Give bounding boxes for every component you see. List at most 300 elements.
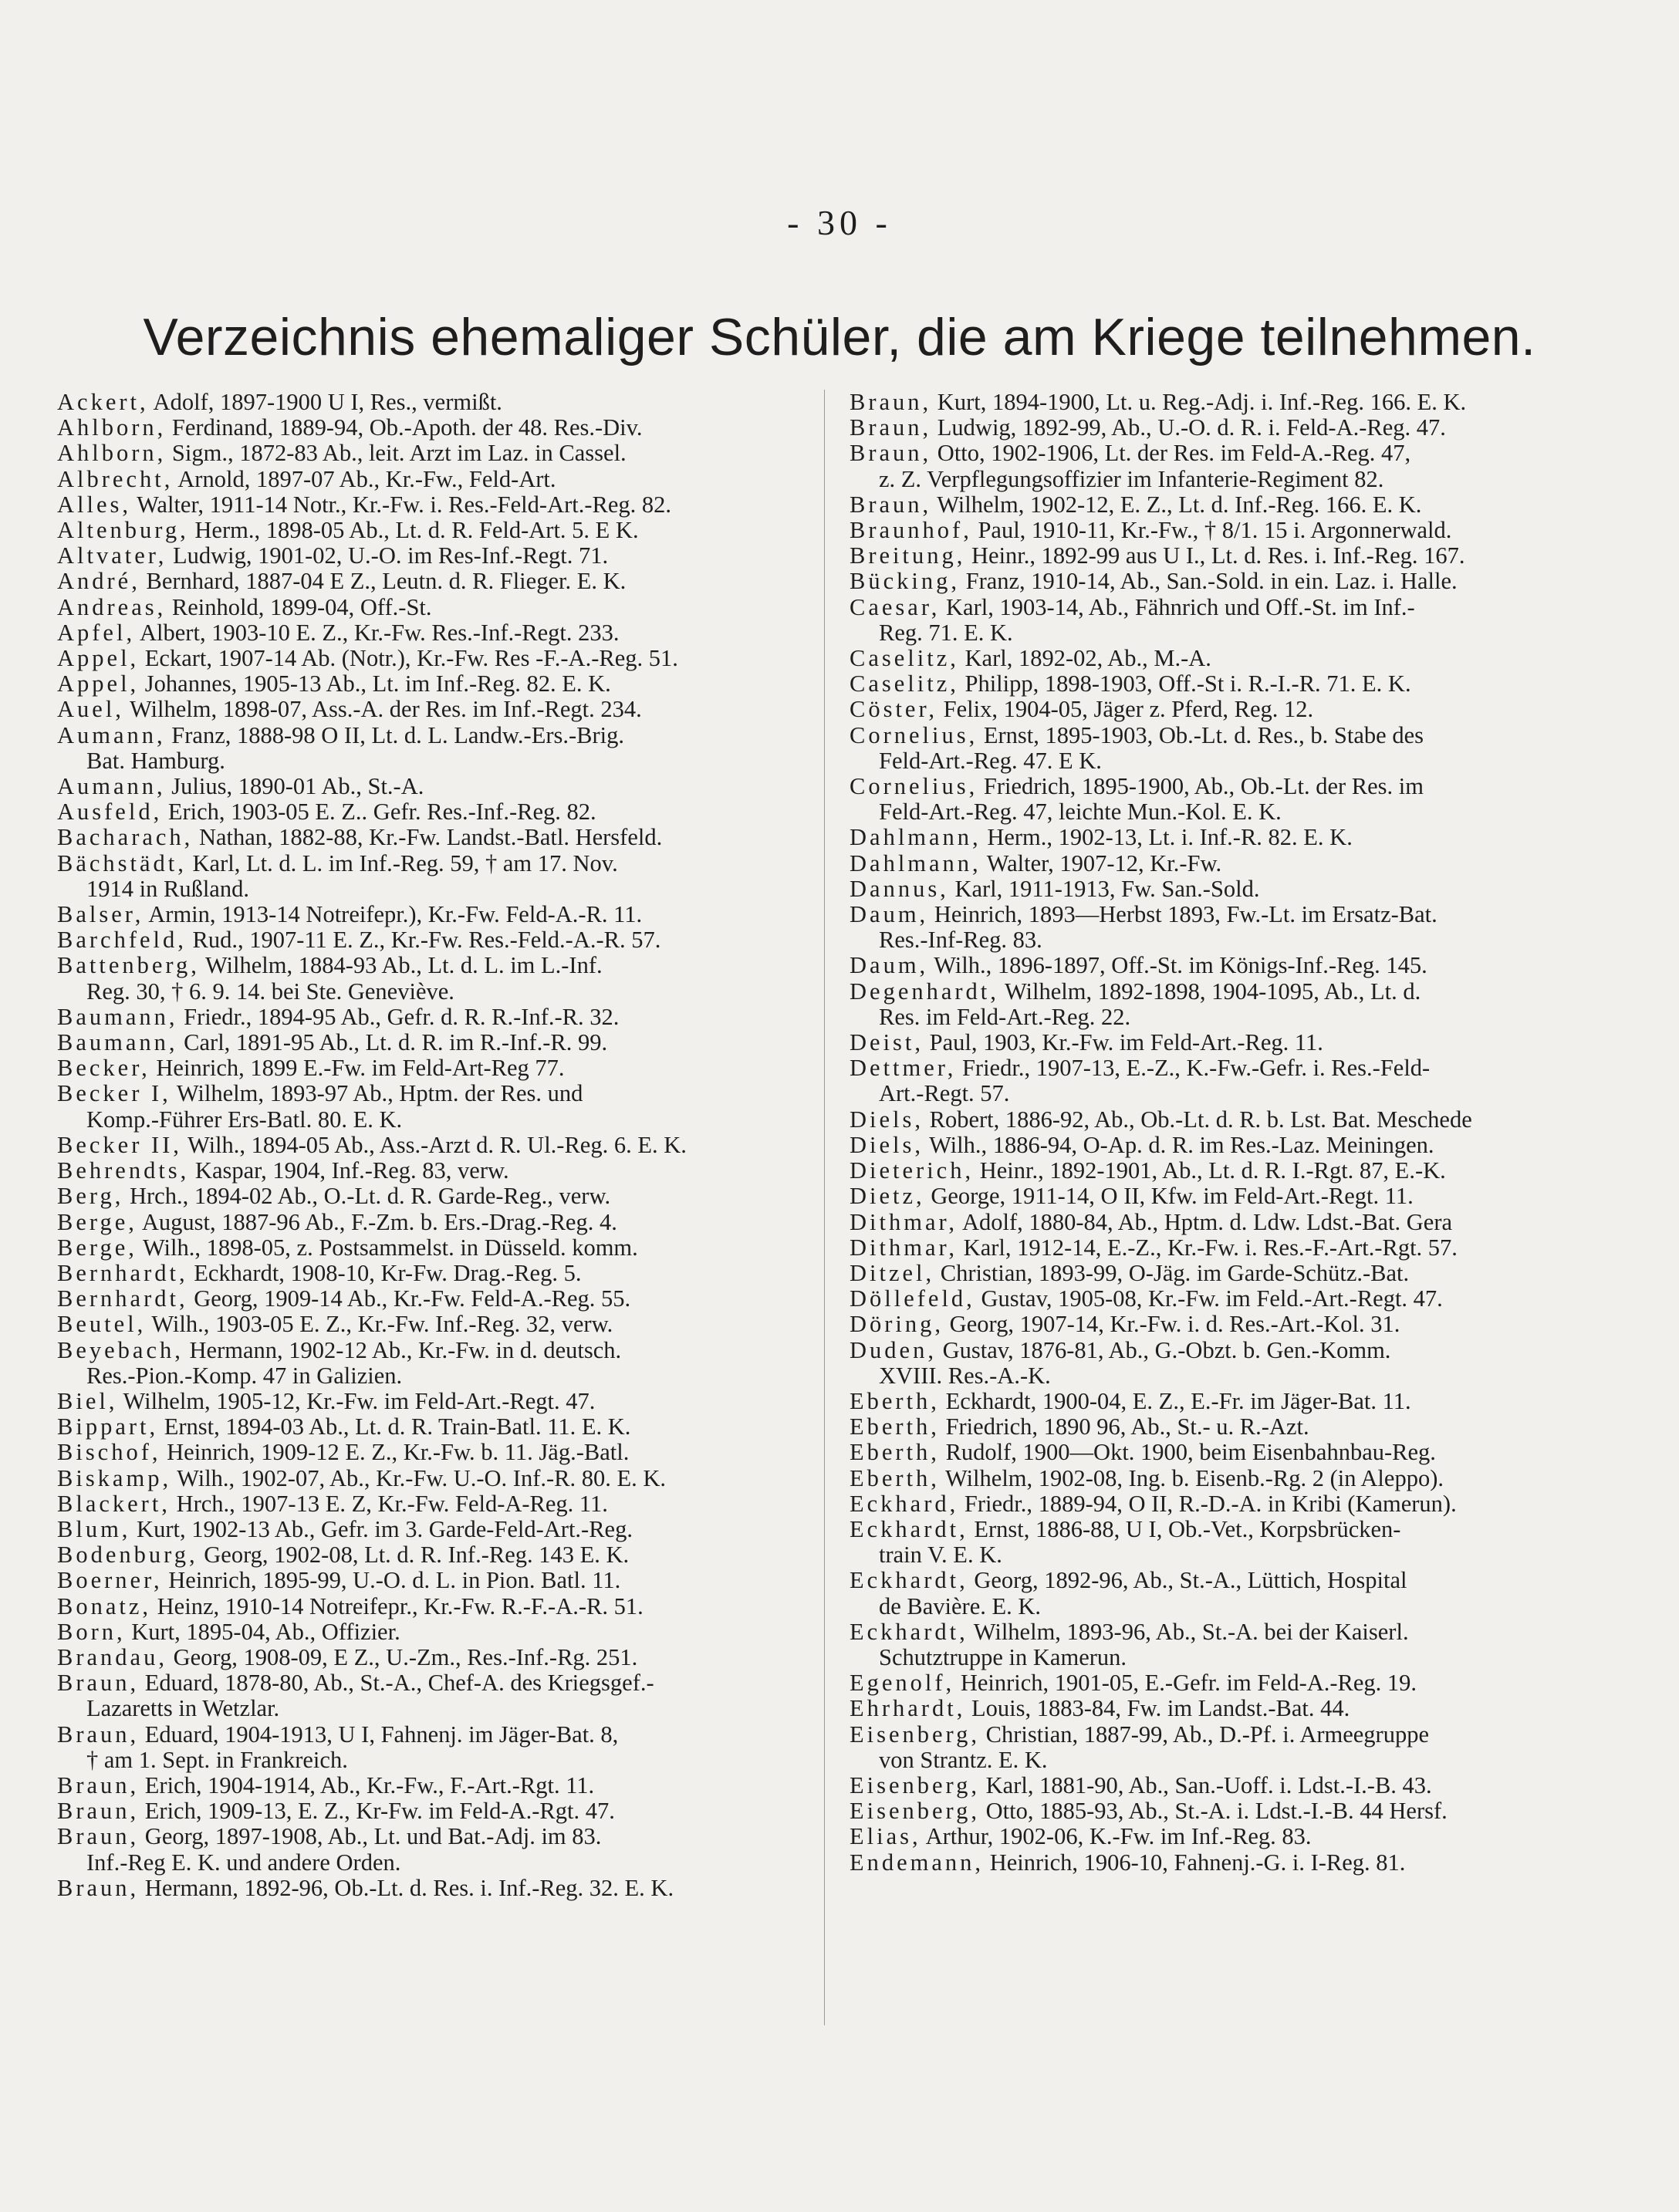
- entry-details: Heinr., 1892-99 aus U I., Lt. d. Res. i. Inf.-Reg. 167.: [965, 542, 1465, 569]
- entry-details: Georg, 1902-08, Lt. d. R. Inf.-Reg. 143 E. K.: [198, 1542, 630, 1569]
- entry-line: [850, 1696, 1606, 1721]
- entry-surname: Deist,: [850, 1029, 924, 1056]
- entry-line: [850, 671, 1606, 697]
- entry-details: Kurt, 1902-13 Ab., Gefr. im 3. Garde-Feld-Art.-Reg.: [130, 1515, 633, 1542]
- entry-details: Christian, 1893-99, O-Jäg. im Garde-Schütz.-Bat.: [934, 1259, 1410, 1286]
- entry-details: Wilhelm, 1893-96, Ab., St.-A. bei der Kaiserl.: [968, 1618, 1409, 1645]
- entry-details: Wilh., 1902-07, Ab., Kr.-Fw. U.-O. Inf.-R. 80. E. K.: [171, 1464, 667, 1491]
- entry-details: Lazaretts in Wetzlar.: [86, 1695, 280, 1722]
- entry-line: [57, 927, 813, 953]
- entry-details: Wilhelm, 1902-08, Ing. b. Eisenb.-Rg. 2 (in Aleppo).: [939, 1464, 1444, 1491]
- entry-continuation: [850, 1594, 1606, 1619]
- entry-details: Wilh., 1898-05, z. Postsammelst. in Düsseld. komm.: [137, 1234, 638, 1261]
- entry-line: [850, 1158, 1606, 1184]
- entry-details: Wilh., 1886-94, O-Ap. d. R. im Res.-Laz. Meiningen.: [924, 1131, 1434, 1158]
- entry-surname: Apfel,: [57, 619, 136, 646]
- entry-line: [57, 441, 813, 466]
- entry-details: Res. im Feld-Art.-Reg. 22.: [879, 1003, 1131, 1030]
- entry-details: Albert, 1903-10 E. Z., Kr.-Fw. Res.-Inf.-Regt. 233.: [135, 619, 620, 646]
- entry-surname: Bächstädt,: [57, 849, 187, 876]
- entry-surname: Boerner,: [57, 1567, 163, 1594]
- entry-surname: Braun,: [57, 1670, 140, 1697]
- entry-line: [57, 646, 813, 671]
- entry-surname: Becker II,: [57, 1131, 182, 1158]
- entry-details: Wilhelm, 1892-1898, 1904-1095, Ab., Lt. d.: [998, 978, 1421, 1005]
- entry-surname: Egenolf,: [850, 1670, 955, 1697]
- entry-line: [57, 1055, 813, 1081]
- entry-line: [850, 1312, 1606, 1337]
- entry-line: [57, 851, 813, 876]
- entry-line: [57, 569, 813, 594]
- entry-line: [850, 1850, 1606, 1876]
- entry-line: [57, 1670, 813, 1696]
- entry-line: [850, 953, 1606, 978]
- entry-line: [850, 723, 1606, 748]
- entry-details: Georg, 1909-14 Ab., Kr.-Fw. Feld-A.-Reg. 55.: [187, 1285, 631, 1312]
- entry-surname: Auel,: [57, 696, 124, 723]
- entry-surname: Albrecht,: [57, 465, 174, 492]
- entry-continuation: [850, 1748, 1606, 1773]
- entry-surname: Bonatz,: [57, 1592, 152, 1619]
- entry-surname: Caselitz,: [850, 670, 959, 697]
- entry-surname: Andreas,: [57, 593, 167, 620]
- entry-details: Rudolf, 1900—Okt. 1900, beim Eisenbahnbau-Reg.: [939, 1439, 1436, 1466]
- entry-continuation: [57, 748, 813, 774]
- entry-continuation: [850, 620, 1606, 646]
- entry-details: Georg, 1908-09, E Z., U.-Zm., Res.-Inf.-Rg. 251.: [167, 1643, 638, 1670]
- entry-details: Heinrich, 1901-05, E.-Gefr. im Feld-A.-Reg. 19.: [954, 1670, 1417, 1697]
- entry-line: [850, 518, 1606, 543]
- entry-details: Adolf, 1880-84, Ab., Hptm. d. Ldw. Ldst.-Bat. Gera: [958, 1208, 1453, 1235]
- entry-details: Hrch., 1894-02 Ab., O.-Lt. d. R. Garde-Reg., verw.: [123, 1183, 611, 1210]
- entry-details: Eckart, 1907-14 Ab. (Notr.), Kr.-Fw. Res -F.-A.-Reg. 51.: [139, 645, 678, 672]
- entry-details: Eckhardt, 1908-10, Kr-Fw. Drag.-Reg. 5.: [187, 1259, 582, 1286]
- entry-details: Arthur, 1902-06, K.-Fw. im Inf.-Reg. 83.: [921, 1823, 1312, 1850]
- entry-details: Art.-Regt. 57.: [879, 1080, 1010, 1107]
- entry-line: [850, 646, 1606, 671]
- entry-line: [850, 441, 1606, 466]
- entry-details: Ernst, 1886-88, U I, Ob.-Vet., Korpsbrücken-: [968, 1515, 1401, 1542]
- entry-details: Heinrich, 1895-99, U.-O. d. L. in Pion. Batl. 11.: [162, 1567, 621, 1594]
- entry-line: [57, 1440, 813, 1465]
- entry-surname: Elias,: [850, 1823, 921, 1850]
- entry-line: [57, 467, 813, 492]
- entry-surname: Barchfeld,: [57, 927, 187, 954]
- entry-surname: Breitung,: [850, 542, 966, 569]
- entry-details: Wilhelm, 1898-07, Ass.-A. der Res. im Inf.-Regt. 234.: [123, 696, 642, 723]
- entry-surname: Bacharach,: [57, 824, 194, 851]
- entry-details: de Bavière. E. K.: [879, 1592, 1042, 1619]
- entry-surname: Alles,: [57, 491, 132, 518]
- entry-line: [850, 979, 1606, 1005]
- entry-line: [57, 1389, 813, 1414]
- entry-details: Feld-Art.-Reg. 47, leichte Mun.-Kol. E. K.: [879, 799, 1282, 826]
- entry-line: [850, 569, 1606, 594]
- entry-line: [850, 1440, 1606, 1465]
- entry-details: Georg, 1907-14, Kr.-Fw. i. d. Res.-Art.-Kol. 31.: [944, 1311, 1400, 1338]
- entry-surname: Biskamp,: [57, 1464, 172, 1491]
- page-title: Verzeichnis ehemaliger Schüler, die am Kriege teilnehmen.: [143, 308, 1536, 366]
- entry-line: [850, 1491, 1606, 1517]
- entry-surname: Daum,: [850, 901, 929, 928]
- entry-line: [850, 697, 1606, 722]
- entry-details: Herm., 1902-13, Lt. i. Inf.-R. 82. E. K.: [981, 824, 1353, 851]
- entry-line: [850, 543, 1606, 569]
- entry-details: Hermann, 1902-12 Ab., Kr.-Fw. in d. deutsch.: [183, 1336, 622, 1363]
- entry-details: Wilh., 1896-1897, Off.-St. im Königs-Inf.-Reg. 145.: [928, 952, 1427, 979]
- entry-line: [57, 825, 813, 850]
- entry-line: [850, 1286, 1606, 1312]
- entry-surname: Becker,: [57, 1055, 150, 1082]
- entry-line: [850, 1798, 1606, 1824]
- entry-line: [57, 1491, 813, 1517]
- entry-line: [57, 518, 813, 543]
- entry-line: [57, 1286, 813, 1312]
- entry-surname: Bücking,: [850, 568, 960, 595]
- entry-details: Karl, 1911-1913, Fw. San.-Sold.: [948, 875, 1260, 902]
- entry-line: [57, 543, 813, 569]
- entry-details: Wilhelm, 1905-12, Kr.-Fw. im Feld-Art.-Regt. 47.: [117, 1387, 596, 1414]
- entry-line: [57, 1542, 813, 1568]
- entry-details: z. Z. Verpflegungsoffizier im Infanterie-Regiment 82.: [879, 465, 1384, 492]
- entry-line: [57, 1338, 813, 1363]
- entry-line: [57, 1568, 813, 1593]
- entry-line: [57, 1210, 813, 1235]
- entry-details: Carl, 1891-95 Ab., Lt. d. R. im R.-Inf.-R. 99.: [177, 1029, 608, 1056]
- entry-details: Rud., 1907-11 E. Z., Kr.-Fw. Res.-Feld.-A.-R. 57.: [186, 927, 661, 954]
- entry-line: [850, 1670, 1606, 1696]
- entry-details: Wilhelm, 1884-93 Ab., Lt. d. L. im L.-Inf.: [199, 952, 603, 979]
- entry-surname: Berge,: [57, 1234, 137, 1261]
- entry-details: Ernst, 1895-1903, Ob.-Lt. d. Res., b. Stabe des: [978, 721, 1424, 748]
- entry-surname: Dahlmann,: [850, 824, 981, 851]
- entry-details: Heinrich, 1899 E.-Fw. im Feld-Art-Reg 77.: [150, 1055, 565, 1082]
- entry-details: Wilhelm, 1893-97 Ab., Hptm. der Res. und: [171, 1080, 583, 1107]
- entry-details: Philipp, 1898-1903, Off.-St i. R.-I.-R. 71. E. K.: [958, 670, 1411, 697]
- entry-continuation: [850, 799, 1606, 825]
- entry-line: [57, 1414, 813, 1440]
- entry-surname: Altvater,: [57, 542, 167, 569]
- entry-details: Kurt, 1894-1900, Lt. u. Reg.-Adj. i. Inf.-Reg. 166. E. K.: [931, 389, 1467, 415]
- entry-surname: Caselitz,: [850, 645, 959, 672]
- entry-details: Heinrich, 1909-12 E. Z., Kr.-Fw. b. 11. Jäg.-Batl.: [160, 1439, 630, 1466]
- entry-details: Karl, 1912-14, E.-Z., Kr.-Fw. i. Res.-F.-Art.-Rgt. 57.: [958, 1234, 1458, 1261]
- entry-surname: Ackert,: [57, 389, 149, 415]
- entry-surname: Braun,: [850, 389, 932, 415]
- entry-surname: Born,: [57, 1618, 126, 1645]
- entry-line: [850, 1055, 1606, 1081]
- entry-line: [57, 1312, 813, 1337]
- entry-details: Johannes, 1905-13 Ab., Lt. im Inf.-Reg. 82. E. K.: [139, 670, 611, 697]
- entry-line: [57, 799, 813, 825]
- entry-details: Wilh., 1903-05 E. Z., Kr.-Fw. Inf.-Reg. 32, verw.: [146, 1311, 613, 1338]
- entry-details: Karl, 1892-02, Ab., M.-A.: [958, 645, 1211, 672]
- entry-details: Ludwig, 1901-02, U.-O. im Res-Inf.-Regt. 71.: [167, 542, 609, 569]
- column-divider: [824, 390, 825, 2025]
- entry-details: 1914 in Rußland.: [86, 875, 249, 902]
- entry-line: [57, 1081, 813, 1106]
- entry-line: [57, 953, 813, 978]
- entry-details: Paul, 1910-11, Kr.-Fw., † 8/1. 15 i. Argonnerwald.: [971, 517, 1452, 544]
- entry-surname: Blum,: [57, 1515, 131, 1542]
- entry-surname: Beyebach,: [57, 1336, 184, 1363]
- entry-continuation: [850, 748, 1606, 774]
- entry-details: Bat. Hamburg.: [86, 747, 225, 774]
- entry-surname: Balser,: [57, 901, 144, 928]
- entry-line: [850, 1133, 1606, 1158]
- entry-line: [57, 1619, 813, 1645]
- entry-surname: Eberth,: [850, 1464, 940, 1491]
- entry-details: Ferdinand, 1889-94, Ob.-Apoth. der 48. Res.-Div.: [166, 414, 643, 441]
- entry-line: [850, 1773, 1606, 1798]
- entry-details: Felix, 1904-05, Jäger z. Pferd, Reg. 12.: [937, 696, 1314, 723]
- entry-surname: Baumann,: [57, 1029, 178, 1056]
- entry-surname: Diels,: [850, 1106, 924, 1133]
- entry-surname: Braun,: [57, 1798, 140, 1825]
- entry-surname: Appel,: [57, 645, 140, 672]
- entry-line: [850, 1414, 1606, 1440]
- entry-surname: Dieterich,: [850, 1157, 975, 1184]
- entry-surname: Braun,: [850, 440, 932, 467]
- entry-details: Armin, 1913-14 Notreifepr.), Kr.-Fw. Feld-A.-R. 11.: [144, 901, 643, 928]
- entry-details: XVIII. Res.-A.-K.: [879, 1362, 1051, 1389]
- entry-details: Schutztruppe in Kamerun.: [879, 1643, 1127, 1670]
- entry-continuation: [850, 1081, 1606, 1106]
- entry-line: [57, 671, 813, 697]
- entry-details: † am 1. Sept. in Frankreich.: [86, 1746, 348, 1773]
- entry-details: von Strantz. E. K.: [879, 1746, 1048, 1773]
- entry-line: [57, 1798, 813, 1824]
- entry-surname: Braun,: [850, 414, 932, 441]
- entry-surname: André,: [57, 568, 140, 595]
- entry-details: Heinz, 1910-14 Notreifepr., Kr.-Fw. R.-F.-A.-R. 51.: [151, 1592, 644, 1619]
- entry-surname: Braun,: [57, 1771, 140, 1798]
- entry-line: [57, 1876, 813, 1901]
- entry-line: [850, 1824, 1606, 1849]
- entry-details: Herm., 1898-05 Ab., Lt. d. R. Feld-Art. 5. E K.: [188, 517, 639, 544]
- entry-details: Hermann, 1892-96, Ob.-Lt. d. Res. i. Inf.-Reg. 32. E. K.: [139, 1874, 674, 1901]
- entry-details: Eduard, 1904-1913, U I, Fahnenj. im Jäger-Bat. 8,: [139, 1721, 619, 1748]
- entry-surname: Eckhardt,: [850, 1618, 968, 1645]
- entry-details: Eckhardt, 1900-04, E. Z., E.-Fr. im Jäger-Bat. 11.: [939, 1387, 1411, 1414]
- entry-details: Reg. 30, † 6. 9. 14. bei Ste. Geneviève.: [86, 978, 454, 1005]
- entry-line: [57, 1030, 813, 1055]
- entry-details: Friedr., 1907-13, E.-Z., K.-Fw.-Gefr. i. Res.-Feld-: [956, 1055, 1431, 1082]
- entry-surname: Eckhardt,: [850, 1567, 968, 1594]
- entry-details: Friedrich, 1890 96, Ab., St.- u. R.-Azt.: [939, 1413, 1309, 1440]
- entry-details: Wilh., 1894-05 Ab., Ass.-Arzt d. R. Ul.-Reg. 6. E. K.: [181, 1131, 687, 1158]
- entry-surname: Bischof,: [57, 1439, 161, 1466]
- entry-line: [850, 1107, 1606, 1133]
- entry-surname: Ditzel,: [850, 1259, 935, 1286]
- entry-details: Karl, 1903-14, Ab., Fähnrich und Off.-St. im Inf.-: [940, 593, 1415, 620]
- entry-surname: Eberth,: [850, 1439, 940, 1466]
- entry-line: [57, 1261, 813, 1286]
- entry-surname: Braunhof,: [850, 517, 972, 544]
- entry-surname: Eisenberg,: [850, 1771, 981, 1798]
- entry-line: [57, 697, 813, 722]
- entry-continuation: [57, 1850, 813, 1876]
- entry-details: Karl, Lt. d. L. im Inf.-Reg. 59, † am 17. Nov.: [186, 849, 618, 876]
- entry-details: Louis, 1883-84, Fw. im Landst.-Bat. 44.: [965, 1695, 1350, 1722]
- entry-line: [57, 1517, 813, 1542]
- entry-continuation: [57, 1107, 813, 1133]
- entry-surname: Behrendts,: [57, 1157, 190, 1184]
- entry-line: [850, 1517, 1606, 1542]
- entry-details: Heinrich, 1906-10, Fahnenj.-G. i. I-Reg. 81.: [984, 1849, 1406, 1876]
- entry-line: [850, 1389, 1606, 1414]
- entry-details: Ernst, 1894-03 Ab., Lt. d. R. Train-Batl. 11. E. K.: [158, 1413, 631, 1440]
- entry-details: Reinhold, 1899-04, Off.-St.: [166, 593, 432, 620]
- entry-line: [850, 774, 1606, 799]
- entry-line: [57, 1235, 813, 1261]
- entry-details: Bernhard, 1887-04 E Z., Leutn. d. R. Flieger. E. K.: [140, 568, 627, 595]
- page-number: - 30 -: [787, 203, 892, 242]
- entry-surname: Braun,: [850, 491, 932, 518]
- entry-details: Nathan, 1882-88, Kr.-Fw. Landst.-Batl. Hersfeld.: [193, 824, 663, 851]
- entry-surname: Eberth,: [850, 1413, 940, 1440]
- entry-line: [57, 902, 813, 927]
- entry-details: Franz, 1888-98 O II, Lt. d. L. Landw.-Ers.-Brig.: [165, 721, 625, 748]
- entry-details: Walter, 1907-12, Kr.-Fw.: [981, 849, 1222, 876]
- entry-details: Franz, 1910-14, Ab., San.-Sold. in ein. Laz. i. Halle.: [959, 568, 1458, 595]
- entry-surname: Degenhardt,: [850, 978, 999, 1005]
- entry-details: Christian, 1887-99, Ab., D.-Pf. i. Armeegruppe: [980, 1721, 1430, 1748]
- entry-surname: Döring,: [850, 1311, 944, 1338]
- entry-line: [850, 415, 1606, 441]
- entry-line: [57, 1466, 813, 1491]
- entry-line: [850, 851, 1606, 876]
- entry-line: [57, 774, 813, 799]
- entry-surname: Brandau,: [57, 1643, 167, 1670]
- entry-line: [57, 595, 813, 620]
- entry-surname: Daum,: [850, 952, 929, 979]
- entry-line: [850, 1568, 1606, 1593]
- entry-surname: Dahlmann,: [850, 849, 981, 876]
- entry-surname: Dithmar,: [850, 1208, 958, 1235]
- entry-line: [850, 1235, 1606, 1261]
- entry-line: [57, 1005, 813, 1030]
- entry-continuation: [57, 979, 813, 1005]
- entry-details: Gustav, 1905-08, Kr.-Fw. im Feld.-Art.-Regt. 47.: [975, 1285, 1443, 1312]
- entry-surname: Becker I,: [57, 1080, 171, 1107]
- entry-line: [850, 595, 1606, 620]
- entry-details: Arnold, 1897-07 Ab., Kr.-Fw., Feld-Art.: [173, 465, 556, 492]
- entry-surname: Cöster,: [850, 696, 938, 723]
- entry-details: August, 1887-96 Ab., F.-Zm. b. Ers.-Drag.-Reg. 4.: [137, 1208, 617, 1235]
- entry-surname: Duden,: [850, 1336, 937, 1363]
- entry-details: Walter, 1911-14 Notr., Kr.-Fw. i. Res.-Feld-Art.-Reg. 82.: [131, 491, 672, 518]
- entry-details: Inf.-Reg E. K. und andere Orden.: [86, 1849, 401, 1876]
- entry-continuation: [57, 1363, 813, 1389]
- entry-line: [57, 1722, 813, 1748]
- entry-surname: Berg,: [57, 1183, 124, 1210]
- entry-continuation: [850, 1645, 1606, 1670]
- entry-surname: Cornelius,: [850, 721, 978, 748]
- entry-line: [850, 902, 1606, 927]
- entry-details: Robert, 1886-92, Ab., Ob.-Lt. d. R. b. Lst. Bat. Meschede: [924, 1106, 1472, 1133]
- entry-details: Adolf, 1897-1900 U I, Res., vermißt.: [148, 389, 502, 415]
- left-column: [57, 390, 813, 1901]
- entry-surname: Dettmer,: [850, 1055, 957, 1082]
- entry-surname: Ahlborn,: [57, 414, 167, 441]
- entry-surname: Beutel,: [57, 1311, 147, 1338]
- entry-surname: Caesar,: [850, 593, 941, 620]
- entry-surname: Berge,: [57, 1208, 137, 1235]
- entry-continuation: [57, 1748, 813, 1773]
- entry-line: [57, 620, 813, 646]
- entry-surname: Eberth,: [850, 1387, 940, 1414]
- entry-line: [57, 1594, 813, 1619]
- entry-surname: Bippart,: [57, 1413, 159, 1440]
- entry-line: [850, 876, 1606, 902]
- entry-line: [57, 1158, 813, 1184]
- entry-details: Paul, 1903, Kr.-Fw. im Feld-Art.-Reg. 11.: [924, 1029, 1323, 1056]
- entry-details: train V. E. K.: [879, 1542, 1002, 1569]
- entry-surname: Braun,: [57, 1721, 140, 1748]
- entry-surname: Dithmar,: [850, 1234, 958, 1261]
- entry-line: [850, 1210, 1606, 1235]
- entry-surname: Ehrhardt,: [850, 1695, 966, 1722]
- entry-details: Heinrich, 1893—Herbst 1893, Fw.-Lt. im Ersatz-Bat.: [928, 901, 1437, 928]
- entry-surname: Endemann,: [850, 1849, 985, 1876]
- entry-details: George, 1911-14, O II, Kfw. im Feld-Art.-Regt. 11.: [924, 1183, 1414, 1210]
- entry-continuation: [850, 1005, 1606, 1030]
- entry-surname: Dietz,: [850, 1183, 925, 1210]
- entry-surname: Baumann,: [57, 1003, 178, 1030]
- entry-details: Res.-Pion.-Komp. 47 in Galizien.: [86, 1362, 403, 1389]
- entry-surname: Altenburg,: [57, 517, 189, 544]
- entry-details: Georg, 1897-1908, Ab., Lt. und Bat.-Adj. im 83.: [139, 1823, 602, 1850]
- entry-line: [850, 1030, 1606, 1055]
- entry-line: [57, 415, 813, 441]
- entry-details: Feld-Art.-Reg. 47. E K.: [879, 747, 1102, 774]
- entry-line: [57, 723, 813, 748]
- entry-surname: Biel,: [57, 1387, 118, 1414]
- entry-details: Erich, 1904-1914, Ab., Kr.-Fw., F.-Art.-Rgt. 11.: [139, 1771, 595, 1798]
- entry-surname: Eckhard,: [850, 1490, 959, 1517]
- entry-line: [850, 1261, 1606, 1286]
- entry-surname: Aumann,: [57, 721, 166, 748]
- entry-details: Erich, 1903-05 E. Z.. Gefr. Res.-Inf.-Reg. 82.: [162, 799, 596, 826]
- entry-line: [850, 390, 1606, 415]
- entry-continuation: [57, 876, 813, 902]
- entry-details: Karl, 1881-90, Ab., San.-Uoff. i. Ldst.-I.-B. 43.: [980, 1771, 1432, 1798]
- entry-line: [850, 1466, 1606, 1491]
- entry-details: Friedr., 1889-94, O II, R.-D.-A. in Kribi (Kamerun).: [958, 1490, 1457, 1517]
- entry-details: Georg, 1892-96, Ab., St.-A., Lüttich, Hospital: [968, 1567, 1407, 1594]
- entry-line: [57, 492, 813, 518]
- entry-details: Kaspar, 1904, Inf.-Reg. 83, verw.: [189, 1157, 509, 1184]
- entry-line: [850, 1722, 1606, 1748]
- entry-line: [850, 825, 1606, 850]
- entry-line: [57, 1773, 813, 1798]
- entry-surname: Cornelius,: [850, 773, 978, 800]
- entry-line: [850, 1338, 1606, 1363]
- entry-surname: Ahlborn,: [57, 440, 167, 467]
- entry-line: [850, 1184, 1606, 1209]
- right-column: [850, 390, 1606, 1876]
- entry-surname: Eisenberg,: [850, 1798, 981, 1825]
- entry-surname: Braun,: [57, 1874, 140, 1901]
- entry-line: [57, 1645, 813, 1670]
- entry-line: [850, 1619, 1606, 1645]
- entry-continuation: [850, 1542, 1606, 1568]
- entry-line: [57, 1133, 813, 1158]
- entry-surname: Bodenburg,: [57, 1542, 198, 1569]
- entry-surname: Eckhardt,: [850, 1515, 968, 1542]
- entry-surname: Appel,: [57, 670, 140, 697]
